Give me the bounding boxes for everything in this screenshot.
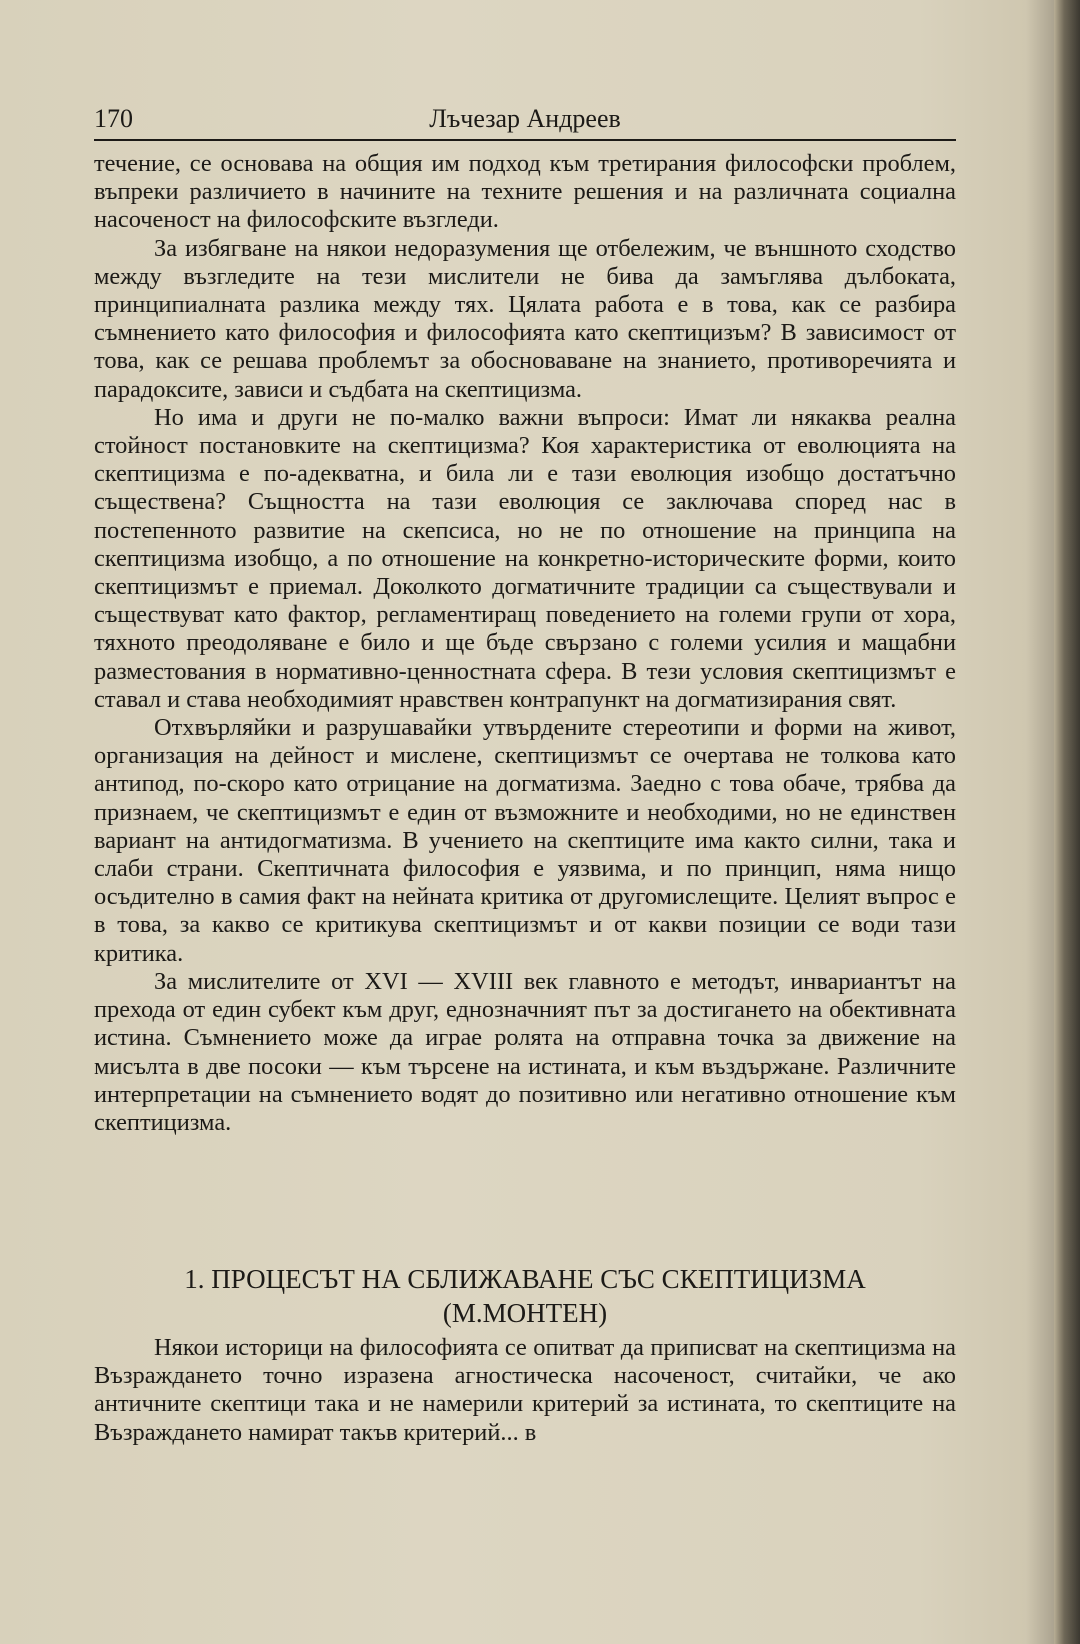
page-header [94,100,956,140]
running-head-author: Лъчезар Андреев [429,104,621,133]
paragraph: За избягване на някои недоразумения ще отбележим, че външното сходство между възгледите на тези мислители не бива да замъглява дълбоката, принципиалната разлика между тях. Цялата работа е в това, как се разбира съмнението като философия и философията като скептицизъм? В зависимост от това, как се решава проблемът за обосноваване на знанието, противоречията и парадоксите, зависи и съдбата на скептицизма. [94,234,956,403]
paragraph: За мислителите от XVI — XVIII век главното е методът, инвариантът на прехода от един субект към друг, еднозначният път за достигането на обективната истина. Съмнението може да играе ролята на отправна точка за движение на мисълта в две посоки — към търсене на истината, и към въздържане. Различните интерпретации на съмнението водят до позитивно или негативно отношение към скептицизма. [94,967,956,1136]
book-spine-shadow [1054,0,1080,1644]
section-heading [94,1262,956,1330]
main-text [94,150,956,1137]
paragraph: Някои историци на философията се опитват да приписват на скептицизма на Възраждането точно изразена агностическа насоченост, считайки, че ако античните скептици така и не намерили критерий за истината, то скептиците на Възраждането намират такъв критерий... в [94,1334,956,1446]
paragraph: Отхвърляйки и разрушавайки утвърдените стереотипи и форми на живот, организация на дейност и мислене, скептицизмът се очертава не толкова като антипод, по-скоро като отрицание на догматизма. Заедно с това обаче, трябва да признаем, че скептицизмът е един от възможните и необходими, но не единствен вариант на антидогматизма. В учението на скептиците има както силни, така и слаби страни. Скептичната философия е уязвима, и по принцип, няма нищо осъдително в самия факт на нейната критика от другомислещите. Целият въпрос е в това, за какво се критикува скептицизмът и от какви позиции се води тази критика. [94,714,956,967]
page-number: 170 [94,104,133,133]
header-rule [94,139,956,141]
paragraph: Но има и други не по-малко важни въпроси: Имат ли някаква реална стойност постановките на скептицизма? Коя характеристика от еволюцията на скептицизма е по-адекватна, и била ли е тази еволюция изобщо достатъчно съществена? Същността на тази еволюция се заключава според нас в постепенното развитие на скепсиса, но не по отношение на принципа на скептицизма изобщо, а по отношение на конкретно-историческите форми, които скептицизмът е приемал. Доколкото догматичните традиции са съществували и съществуват като фактор, регламентиращ поведението на големи групи от хора, тяхното преодоляване е било и ще бъде свързано с големи усилия и мащабни разместования в нормативно-ценностната сфера. В тези условия скептицизмът е ставал и става необходимият нравствен контрапункт на догматизирания свят. [94,403,956,713]
section-text [94,1334,956,1447]
section-heading-line-1: 1. ПРОЦЕСЪТ НА СБЛИЖАВАНЕ СЪС СКЕПТИЦИЗМА [184,1264,866,1294]
section-heading-line-2: (М.МОНТЕН) [442,1298,608,1328]
paragraph-continued: течение, се основава на общия им подход към третирания философски проблем, въпреки различието в начините на техните решения и на различната социална насоченост на философските възгледи. [94,150,956,234]
